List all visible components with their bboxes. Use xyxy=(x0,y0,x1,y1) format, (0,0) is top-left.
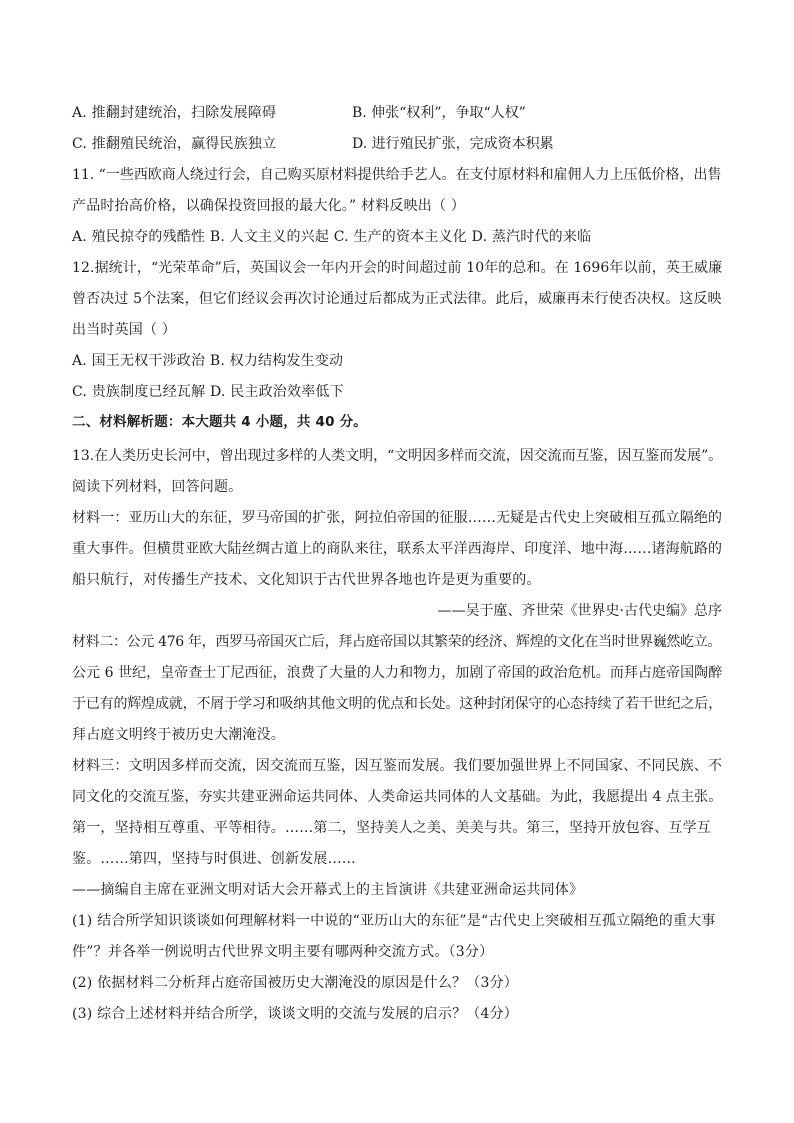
q12-stem-line2: 曾否决过 5个法案，但它们经议会再次讨论通过后都成为正式法律。此后，威廉再未行使否决权。这反映 xyxy=(72,291,722,307)
material2-line2: 公元 6 世纪，皇帝查士丁尼西征，浪费了大量的人力和物力，加剧了帝国的政治危机。而拜占庭帝国陶醉 xyxy=(72,665,723,681)
q10-option-b: B. 伸张“权利”，争取“人权” xyxy=(352,105,526,121)
material1-line2: 重大事件。但横贯亚欧大陆丝绸古道上的商队来往，联系太平洋西海岸、印度洋、地中海……诸海航路的 xyxy=(72,541,723,557)
material1-line1: 材料一：亚历山大的东征，罗马帝国的扩张，阿拉伯帝国的征服……无疑是古代史上突破相互孤立隔绝的 xyxy=(72,510,723,526)
material3-line3: 第一，坚持相互尊重、平等相待。……第二，坚持美人之美、美美与共。第三，坚持开放包容、互学互 xyxy=(72,820,711,836)
q11-options: A. 殖民掠夺的残酷性 B. 人文主义的兴起 C. 生产的资本主义化 D. 蒸汽时代的来临 xyxy=(72,229,592,245)
q12-options-ab: A. 国王无权干涉政治 B. 权力结构发生变动 xyxy=(72,353,344,369)
material2-line3: 于已有的辉煌成就，不屑于学习和吸纳其他文明的优点和长处。这种封闭保守的心态持续了若干世纪之后， xyxy=(72,696,723,712)
q10-option-a: A. 推翻封建统治，扫除发展障碍 xyxy=(72,105,277,121)
q12-stem-line3: 出当时英国（ ） xyxy=(72,322,177,338)
material1-source: ——吴于廑、齐世荣《世界史·古代史编》总序 xyxy=(437,603,722,619)
q13-intro-line2: 阅读下列材料，回答问题。 xyxy=(72,479,243,495)
q11-stem-line1: 11. “一些西欧商人绕过行会，自己购买原材料提供给手艺人。在支付原材料和雇佣人力上压低价格，出售 xyxy=(72,167,722,183)
material3-line4: 鉴。……第四，坚持与时俱进、创新发展…… xyxy=(72,851,356,867)
material3-line1: 材料三：文明因多样而交流，因交流而互鉴，因互鉴而发展。我们要加强世界上不同国家、不同民族、不 xyxy=(72,758,723,774)
section-heading: 二、材料解析题：本大题共 4 小题，共 40 分。 xyxy=(72,414,367,430)
q11-stem-line2: 产品时抬高价格，以确保投资回报的最大化。” 材料反映出（ ） xyxy=(72,198,466,214)
material3-line2: 同文化的交流互鉴，夯实共建亚洲命运共同体、人类命运共同体的人文基础。为此，我愿提出 4 点主张。 xyxy=(72,789,723,805)
q12-stem-line1: 12.据统计，“光荣革命”后，英国议会一年内开会的时间超过前 10年的总和。在 1696年以前，英王威廉 xyxy=(72,260,723,276)
sub-question-2: (2) 依据材料二分析拜占庭帝国被历史大潮淹没的原因是什么？（3分） xyxy=(72,975,518,991)
q10-option-c: C. 推翻殖民统治，赢得民族独立 xyxy=(72,136,277,152)
material3-source: ——摘编自主席在亚洲文明对话大会开幕式上的主旨演讲《共建亚洲命运共同体》 xyxy=(72,882,584,898)
material1-line3: 船只航行，对传播生产技术、文化知识于古代世界各地也许是更为重要的。 xyxy=(72,572,541,588)
sub-question-1-line2: 件”？并各举一例说明古代世界文明主要有哪两种交流方式。（3分） xyxy=(72,944,494,960)
q12-options-cd: C. 贵族制度已经瓦解 D. 民主政治效率低下 xyxy=(72,384,344,400)
material2-line1: 材料二：公元 476 年，西罗马帝国灭亡后，拜占庭帝国以其繁荣的经济、辉煌的文化在当时世界巍然屹立。 xyxy=(72,634,722,650)
q13-intro-line1: 13.在人类历史长河中，曾出现过多样的人类文明，“文明因多样而交流，因交流而互鉴，因互鉴而发展”。 xyxy=(72,448,723,464)
material2-line4: 拜占庭文明终于被历史大潮淹没。 xyxy=(72,727,285,743)
q10-option-d: D. 进行殖民扩张，完成资本积累 xyxy=(352,136,554,152)
sub-question-3: (3) 综合上述材料并结合所学，谈谈文明的交流与发展的启示？（4分） xyxy=(72,1006,518,1022)
sub-question-1-line1: (1) 结合所学知识谈谈如何理解材料一中说的“亚历山大的东征”是“古代史上突破相互孤立隔绝的重大事 xyxy=(72,913,716,929)
